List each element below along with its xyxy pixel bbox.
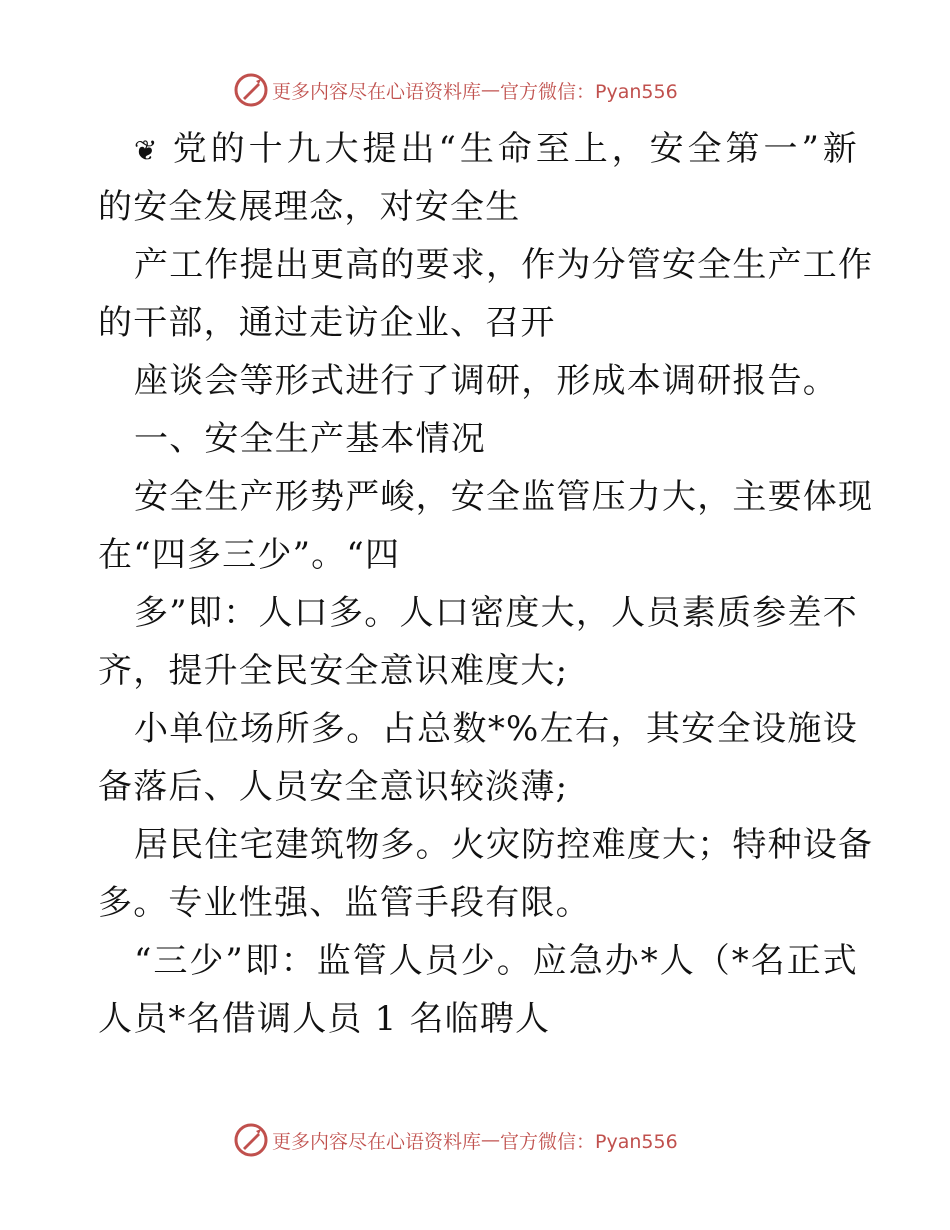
paragraph-line: 齐，提升全民安全意识难度大; [98, 651, 569, 691]
paragraph-line: 座谈会等形式进行了调研，形成本调研报告。 [134, 361, 838, 401]
paragraph-line: 备落后、人员安全意识较淡薄; [98, 767, 569, 807]
watermark-brand: 更多内容尽在心语资料库 [272, 80, 482, 103]
paragraph-line: 在“四多三少”。“四 [98, 535, 401, 575]
watermark-separator: — [481, 1129, 501, 1151]
paragraph-line: 多。专业性强、监管手段有限。 [98, 883, 591, 923]
footer-watermark [234, 1122, 678, 1158]
header-watermark [234, 72, 678, 108]
watermark-contact: 官方微信：Pyan556 [500, 1130, 678, 1153]
watermark-brand: 更多内容尽在心语资料库 [272, 1130, 482, 1153]
paragraph-line: 居民住宅建筑物多。火灾防控难度大；特种设备 [134, 825, 874, 865]
paragraph-line: ❦ 党的十九大提出“生命至上，安全第一”新 [134, 120, 858, 178]
quill-logo-icon [234, 1123, 268, 1157]
paragraph-line: 的安全发展理念，对安全生 [98, 187, 521, 227]
paragraph-line: 安全生产形势严峻，安全监管压力大，主要体现 [134, 477, 874, 517]
paragraph-line: 产工作提出更高的要求，作为分管安全生产工作 [134, 245, 874, 285]
paragraph-line: 小单位场所多。占总数*%左右，其安全设施设 [134, 709, 858, 749]
paragraph-line: 人员*名借调人员 1 名临聘人 [98, 999, 551, 1039]
watermark-separator: — [481, 79, 501, 101]
ornament-leaf-icon: ❦ [134, 134, 158, 167]
paragraph-line: 的干部，通过走访企业、召开 [98, 303, 556, 343]
watermark-contact: 官方微信：Pyan556 [500, 80, 678, 103]
section-heading: 一、安全生产基本情况 [134, 419, 486, 459]
quill-logo-icon [234, 73, 268, 107]
paragraph-line: 多”即：人口多。人口密度大，人员素质参差不 [134, 593, 858, 633]
paragraph-line: “三少”即：监管人员少。应急办*人（*名正式 [134, 941, 858, 981]
